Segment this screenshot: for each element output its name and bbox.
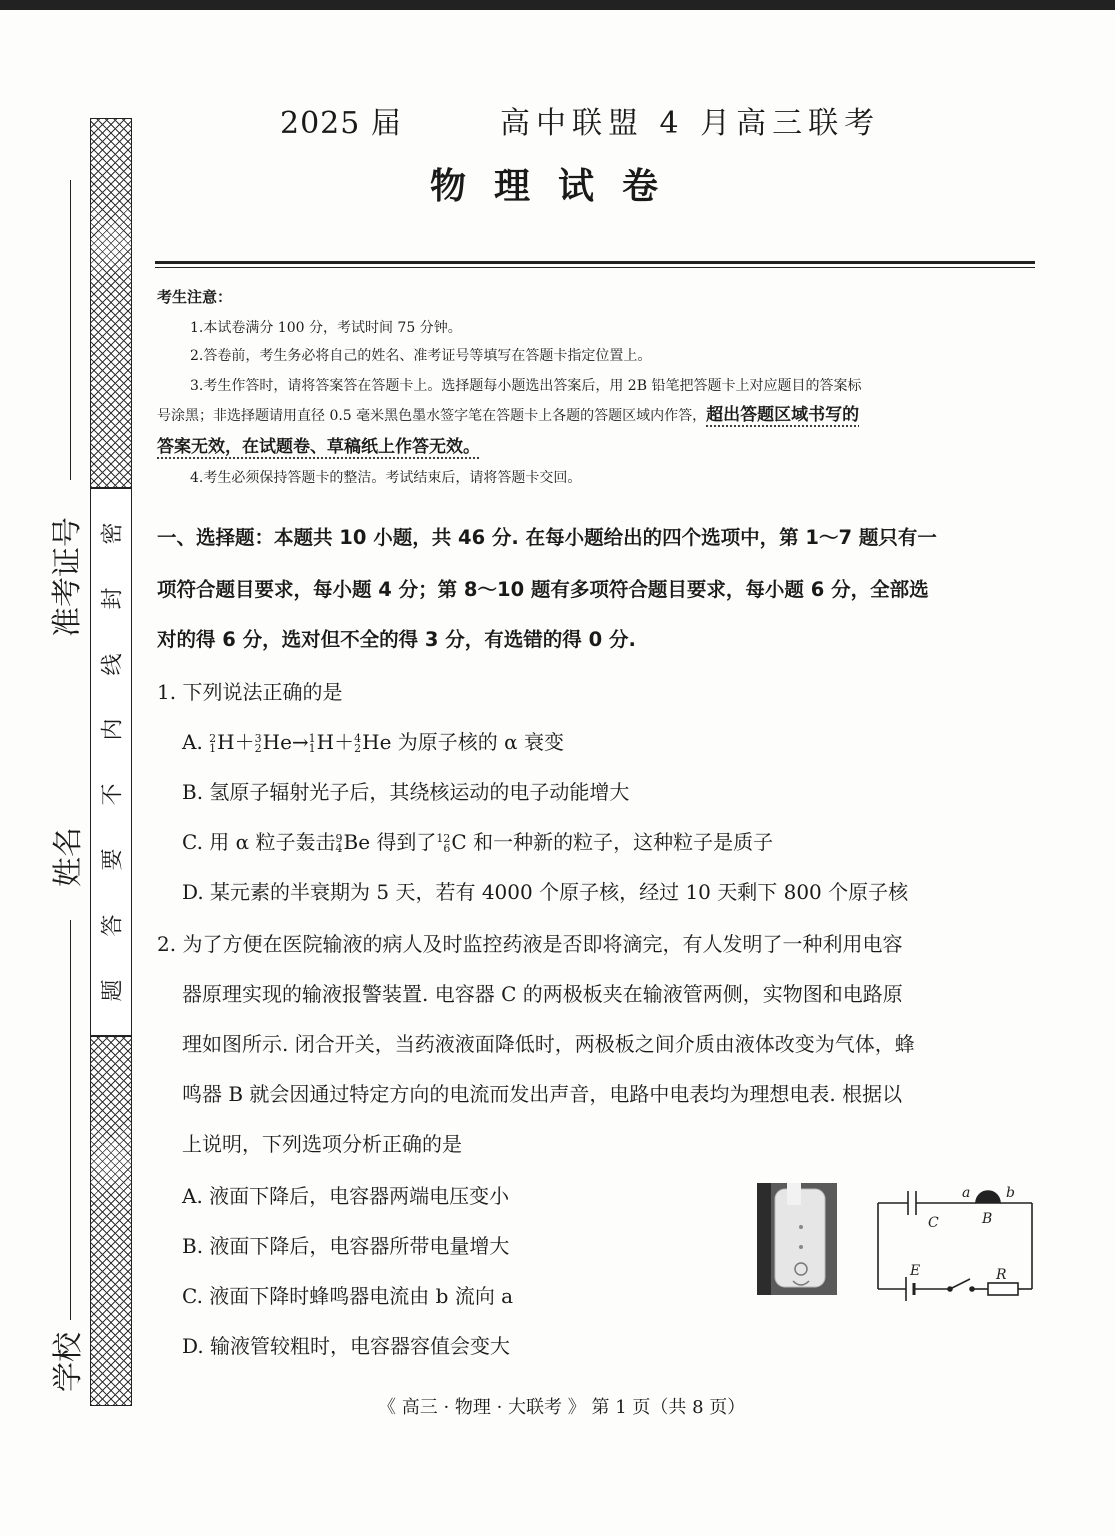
- label-b: b: [1006, 1185, 1015, 1201]
- notice-item-4: 4.考生必须保持答题卡的整洁。考试结束后，请将答题卡交回。: [190, 470, 582, 486]
- q1-option-c: C. 用 α 粒子轰击9 4Be 得到了12 6C 和一种新的粒子，这种粒子是质子: [182, 830, 774, 855]
- header-rule-thin: [155, 267, 1035, 268]
- notice-item-3-bold2: 答案无效，在试题卷、草稿纸上作答无效。: [157, 437, 480, 457]
- binding-hatch-top: [90, 118, 132, 488]
- seal-char: 答: [100, 914, 126, 937]
- name-label: 姓名: [51, 827, 86, 887]
- notice-item-3-bold1: 超出答题区域书写的: [706, 405, 860, 425]
- q2-line3: 理如图所示. 闭合开关，当药液液面降低时，两极板之间介质由液体改变为气体，蜂: [182, 1032, 915, 1056]
- q2-option-a: A. 液面下降后，电容器两端电压变小: [182, 1184, 510, 1208]
- label-a: a: [962, 1185, 971, 1201]
- seal-line-text: [90, 488, 132, 1036]
- exam-year: 2025 届: [280, 106, 402, 141]
- seal-char: 要: [100, 848, 126, 871]
- circuit-diagram: [870, 1175, 1040, 1305]
- top-border: [0, 0, 1115, 10]
- section1-line2: 项符合题目要求，每小题 4 分；第 8～10 题有多项符合题目要求，每小题 6 分，全部选: [157, 578, 929, 601]
- q2-line1: 2. 为了方便在医院输液的病人及时监控药液是否即将滴完，有人发明了一种利用电容: [157, 932, 903, 956]
- exam-title: 高中联盟 4 月高三联考: [500, 106, 881, 141]
- q1-option-d: D. 某元素的半衰期为 5 天，若有 4000 个原子核，经过 10 天剩下 800 个原子核: [182, 880, 909, 904]
- q2-option-d: D. 输液管较粗时，电容器容值会变大: [182, 1334, 511, 1358]
- exam-id-line: [70, 180, 71, 480]
- page-footer: 《 高三 · 物理 · 大联考 》 第 1 页（共 8 页）: [378, 1397, 746, 1418]
- q2-option-b: B. 液面下降后，电容器所带电量增大: [182, 1234, 510, 1258]
- notice-item-2: 2.答卷前，考生务必将自己的姓名、准考证号等填写在答题卡指定位置上。: [190, 348, 652, 364]
- buzzer-symbol: [976, 1191, 1000, 1203]
- notice-item-3-line1: 3.考生作答时，请将答案答在答题卡上。选择题每小题选出答案后，用 2B 铅笔把答题卡上对应题目的答案标: [190, 378, 862, 394]
- q1-stem: 1. 下列说法正确的是: [157, 680, 343, 704]
- section1-line3: 对的得 6 分，选对但不全的得 3 分，有选错的得 0 分.: [157, 628, 636, 651]
- resistor: [988, 1283, 1018, 1295]
- seal-char: 密: [100, 522, 126, 545]
- binding-hatch-bottom: [90, 1036, 132, 1406]
- iv-device-photo: [757, 1183, 837, 1295]
- seal-char: 不: [100, 783, 126, 806]
- section1-line1: 一、选择题：本题共 10 小题，共 46 分. 在每小题给出的四个选项中，第 1～7 题只有一: [157, 526, 937, 549]
- name-line: [70, 920, 71, 1320]
- seal-char: 封: [100, 587, 126, 610]
- q2-line2: 器原理实现的输液报警装置. 电容器 C 的两极板夹在输液管两侧，实物图和电路原: [182, 982, 903, 1006]
- label-buzzer: B: [982, 1211, 993, 1227]
- label-emf: E: [910, 1263, 921, 1279]
- exam-id-label: 准考证号: [50, 517, 85, 637]
- seal-char: 内: [100, 718, 126, 741]
- header-rule-thick: [155, 261, 1035, 264]
- label-capacitor: C: [928, 1215, 939, 1231]
- notice-title: 考生注意：: [157, 288, 233, 306]
- q1-option-a: A. 2 1H＋3 2He→1 1H＋4 2He 为原子核的 α 衰变: [182, 730, 564, 755]
- notice-item-3-line2: 号涂黑；非选择题请用直径 0.5 毫米黑色墨水签字笔在答题卡上各题的答题区域内作答，超出答题区域书写的: [157, 405, 860, 425]
- label-resistor: R: [996, 1267, 1007, 1283]
- notice-item-1: 1.本试卷满分 100 分，考试时间 75 分钟。: [190, 320, 462, 336]
- q2-line5: 上说明，下列选项分析正确的是: [182, 1132, 462, 1156]
- q2-option-c: C. 液面下降时蜂鸣器电流由 b 流向 a: [182, 1284, 514, 1308]
- seal-char: 线: [100, 653, 126, 676]
- school-label: 学校: [51, 1332, 86, 1392]
- paper-subject: 物理试卷: [430, 166, 687, 207]
- q1-option-b: B. 氢原子辐射光子后，其绕核运动的电子动能增大: [182, 780, 630, 804]
- q2-line4: 鸣器 B 就会因通过特定方向的电流而发出声音，电路中电表均为理想电表. 根据以: [182, 1082, 903, 1106]
- seal-char: 题: [100, 979, 126, 1002]
- switch-blade: [950, 1279, 970, 1289]
